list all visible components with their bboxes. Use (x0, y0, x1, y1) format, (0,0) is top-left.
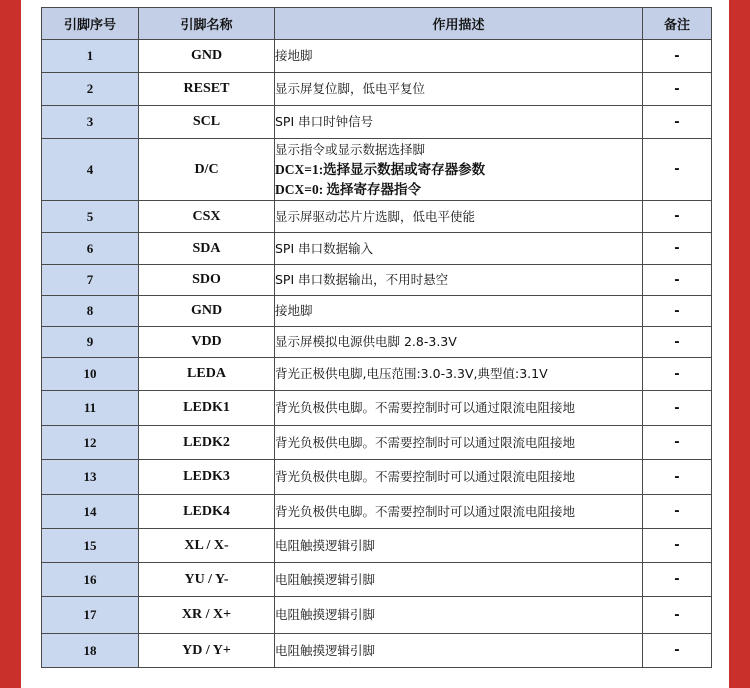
pin-name-cell: XR / X+ (139, 597, 275, 634)
description-line: 背光负极供电脚。不需要控制时可以通过限流电阻接地 (275, 469, 576, 484)
remark-cell: - (643, 296, 712, 327)
remark-cell: - (643, 634, 712, 668)
pin-name-cell: GND (139, 40, 275, 73)
remark-cell: - (643, 563, 712, 597)
description-line: 显示指令或显示数据选择脚 (275, 141, 426, 157)
description-line: 背光正极供电脚,电压范围:3.0-3.3V,典型值:3.1V (275, 366, 548, 381)
table-row (42, 634, 712, 668)
table-header-row (42, 8, 712, 40)
remark-cell: - (643, 460, 712, 495)
pin-name-cell: VDD (139, 327, 275, 358)
pin-description-cell (275, 460, 643, 495)
table-row (42, 201, 712, 233)
description-line: DCX=1:选择显示数据或寄存器参数 (275, 161, 486, 177)
description-line: 背光负极供电脚。不需要控制时可以通过限流电阻接地 (275, 503, 576, 519)
description-line: 显示屏驱动芯片片选脚，低电平使能 (275, 208, 476, 224)
description-line: 背光负极供电脚。不需要控制时可以通过限流电阻接地 (275, 434, 576, 450)
header-remark: 备注 (643, 8, 712, 40)
remark-cell: - (643, 265, 712, 296)
description-line: 背光负极供电脚。不需要控制时可以通过限流电阻接地 (275, 400, 576, 415)
pin-number-cell: 8 (42, 296, 139, 327)
pin-name-cell: YD / Y+ (139, 634, 275, 668)
description-line: 电阻触摸逻辑引脚 (275, 642, 376, 658)
pin-number-cell: 4 (42, 139, 139, 201)
pin-description-cell (275, 391, 643, 426)
table-row (42, 40, 712, 73)
pin-description-cell (275, 358, 643, 391)
pin-number-cell: 17 (42, 597, 139, 634)
remark-cell: - (643, 106, 712, 139)
table-row (42, 529, 712, 563)
table-row (42, 426, 712, 460)
remark-cell: - (643, 73, 712, 106)
pin-name-cell: D/C (139, 139, 275, 201)
pin-name-cell: SDA (139, 233, 275, 265)
document-sheet (21, 0, 729, 688)
table-row (42, 73, 712, 106)
pin-description-cell (275, 327, 643, 358)
description-line: 接地脚 (275, 48, 313, 63)
pin-number-cell: 3 (42, 106, 139, 139)
pin-description-cell (275, 634, 643, 668)
table-row (42, 391, 712, 426)
description-line: 电阻触摸逻辑引脚 (275, 607, 376, 622)
pin-description-cell (275, 40, 643, 73)
pin-name-cell: SDO (139, 265, 275, 296)
pin-name-cell: LEDK2 (139, 426, 275, 460)
pin-number-cell: 13 (42, 460, 139, 495)
remark-cell: - (643, 327, 712, 358)
description-line: SPI 串口数据输出，不用时悬空 (275, 272, 449, 287)
pin-name-cell: LEDA (139, 358, 275, 391)
pin-number-cell: 7 (42, 265, 139, 296)
remark-cell: - (643, 391, 712, 426)
pin-name-cell: SCL (139, 106, 275, 139)
description-line: 显示屏模拟电源供电脚 2.8-3.3V (275, 334, 457, 349)
pin-number-cell: 12 (42, 426, 139, 460)
pin-number-cell: 18 (42, 634, 139, 668)
pin-number-cell: 10 (42, 358, 139, 391)
remark-cell: - (643, 495, 712, 529)
description-line: SPI 串口时钟信号 (275, 114, 374, 129)
table-row (42, 296, 712, 327)
pin-number-cell: 11 (42, 391, 139, 426)
table-row (42, 460, 712, 495)
remark-cell: - (643, 139, 712, 201)
pin-description-cell (275, 426, 643, 460)
pin-description-cell (275, 563, 643, 597)
remark-cell: - (643, 201, 712, 233)
description-line: SPI 串口数据输入 (275, 240, 374, 256)
table-row (42, 327, 712, 358)
pin-description-cell (275, 73, 643, 106)
pin-name-cell: CSX (139, 201, 275, 233)
pin-description-cell (275, 201, 643, 233)
pin-description-cell (275, 296, 643, 327)
remark-cell: - (643, 426, 712, 460)
pin-definition-table (41, 7, 712, 668)
table-row (42, 563, 712, 597)
pin-number-cell: 14 (42, 495, 139, 529)
description-line: 接地脚 (275, 303, 313, 318)
pin-name-cell: LEDK4 (139, 495, 275, 529)
pin-name-cell: LEDK3 (139, 460, 275, 495)
pin-description-cell (275, 597, 643, 634)
table-row (42, 495, 712, 529)
pin-number-cell: 2 (42, 73, 139, 106)
remark-cell: - (643, 597, 712, 634)
table-row (42, 597, 712, 634)
table-row (42, 265, 712, 296)
pin-number-cell: 16 (42, 563, 139, 597)
pin-number-cell: 1 (42, 40, 139, 73)
pin-name-cell: RESET (139, 73, 275, 106)
table-row (42, 358, 712, 391)
pin-description-cell (275, 265, 643, 296)
header-pin-number: 引脚序号 (42, 8, 139, 40)
header-description: 作用描述 (275, 8, 643, 40)
pin-description-cell (275, 495, 643, 529)
pin-rows (42, 40, 712, 668)
pin-number-cell: 9 (42, 327, 139, 358)
pin-description-cell (275, 106, 643, 139)
remark-cell: - (643, 233, 712, 265)
pin-name-cell: LEDK1 (139, 391, 275, 426)
remark-cell: - (643, 358, 712, 391)
pin-description-cell (275, 233, 643, 265)
table-row (42, 106, 712, 139)
pin-name-cell: YU / Y- (139, 563, 275, 597)
remark-cell: - (643, 529, 712, 563)
pin-number-cell: 15 (42, 529, 139, 563)
pin-description-cell (275, 139, 643, 201)
table-row (42, 233, 712, 265)
description-line: 电阻触摸逻辑引脚 (275, 571, 376, 587)
remark-cell: - (643, 40, 712, 73)
pin-number-cell: 6 (42, 233, 139, 265)
pin-description-cell (275, 529, 643, 563)
description-line: 电阻触摸逻辑引脚 (275, 537, 376, 553)
pin-name-cell: XL / X- (139, 529, 275, 563)
pin-number-cell: 5 (42, 201, 139, 233)
header-pin-name: 引脚名称 (139, 8, 275, 40)
pin-name-cell: GND (139, 296, 275, 327)
description-line: 显示屏复位脚，低电平复位 (275, 81, 426, 96)
table-row (42, 139, 712, 201)
description-line: DCX=0: 选择寄存器指令 (275, 181, 422, 197)
